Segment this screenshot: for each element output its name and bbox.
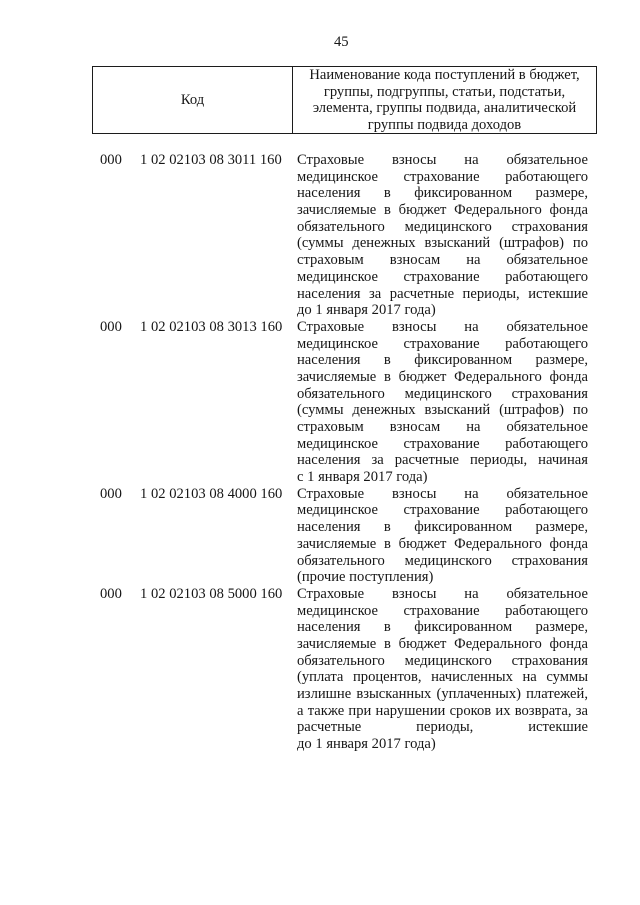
description-line: населения в фиксированном размере,	[297, 352, 588, 369]
description-line: населения за расчетные периоды, начиная	[297, 452, 588, 469]
revenue-code: 1 02 02103 08 3013 160	[140, 318, 283, 335]
header-name-line: группы подвида доходов	[367, 117, 522, 134]
description-line: Страховые взносы на обязательное	[297, 318, 588, 335]
description-line: медицинское страхование работающего	[297, 435, 588, 452]
revenue-code: 1 02 02103 08 5000 160	[140, 585, 283, 602]
description-line: (суммы денежных взысканий (штрафов) по	[297, 402, 588, 419]
description-line: населения в фиксированном размере,	[297, 519, 588, 536]
description-line: медицинское страхование работающего	[297, 268, 588, 285]
description-line: излишне взысканных (уплаченных) платежей,	[297, 686, 588, 702]
header-code-cell	[93, 67, 293, 133]
description-line: зачисляемые в бюджет Федерального фонда	[297, 368, 588, 385]
revenue-code: 1 02 02103 08 4000 160	[140, 485, 283, 502]
revenue-code: 1 02 02103 08 3011 160	[140, 152, 282, 168]
revenue-code-list	[0, 152, 640, 753]
description-line: медицинское страхование работающего	[297, 502, 588, 519]
description-line: зачисляемые в бюджет Федерального фонда	[297, 202, 588, 219]
admin-code: 000	[100, 585, 122, 602]
revenue-row	[0, 319, 640, 486]
header-code-label: Код	[180, 91, 205, 108]
description-line: зачисляемые в бюджет Федерального фонда	[297, 535, 588, 552]
description-line: населения за расчетные периоды, истекшие	[297, 285, 588, 302]
description-line: до 1 января 2017 года)	[297, 736, 436, 753]
description-line: населения в фиксированном размере,	[297, 185, 588, 202]
description-line: с 1 января 2017 года)	[297, 469, 428, 486]
revenue-description	[297, 152, 588, 319]
header-name-line: группы, подгруппы, статьи, подстатьи,	[323, 83, 566, 100]
revenue-description	[297, 586, 588, 753]
description-line: (уплата процентов, начисленных на суммы	[297, 669, 588, 686]
header-table	[92, 66, 597, 134]
description-line: Страховые взносы на обязательное	[297, 152, 588, 168]
header-name-line: элемента, группы подвида, аналитической	[312, 100, 577, 117]
revenue-row	[0, 152, 640, 319]
description-line: до 1 января 2017 года)	[297, 302, 436, 319]
page-number: 45	[334, 34, 349, 50]
description-line: медицинское страхование работающего	[297, 335, 588, 352]
revenue-row	[0, 586, 640, 753]
revenue-row	[0, 486, 640, 586]
revenue-description	[297, 486, 588, 586]
description-line: страховым взносам на обязательное	[297, 252, 588, 269]
revenue-description	[297, 319, 588, 486]
header-name-cell	[293, 67, 596, 133]
description-line: населения в фиксированном размере,	[297, 619, 588, 636]
description-line: Страховые взносы на обязательное	[297, 585, 588, 602]
description-line: (суммы денежных взысканий (штрафов) по	[297, 235, 588, 252]
description-line: обязательного медицинского страхования	[297, 552, 588, 569]
description-line: обязательного медицинского страхования	[297, 652, 588, 669]
description-line: обязательного медицинского страхования	[297, 385, 588, 402]
description-line: страховым взносам на обязательное	[297, 419, 588, 435]
description-line: (прочие поступления)	[297, 569, 434, 586]
description-line: Страховые взносы на обязательное	[297, 485, 588, 502]
description-line: обязательного медицинского страхования	[297, 218, 588, 235]
description-line: медицинское страхование работающего	[297, 168, 588, 185]
description-line: расчетные периоды, истекшие	[297, 719, 588, 736]
admin-code: 000	[100, 318, 122, 335]
admin-code: 000	[100, 485, 122, 502]
description-line: зачисляемые в бюджет Федерального фонда	[297, 635, 588, 652]
description-line: а также при нарушении сроков их возврата, за	[297, 702, 588, 719]
admin-code: 000	[100, 152, 122, 168]
description-line: медицинское страхование работающего	[297, 602, 588, 619]
header-name-line: Наименование кода поступлений в бюджет,	[309, 67, 580, 83]
